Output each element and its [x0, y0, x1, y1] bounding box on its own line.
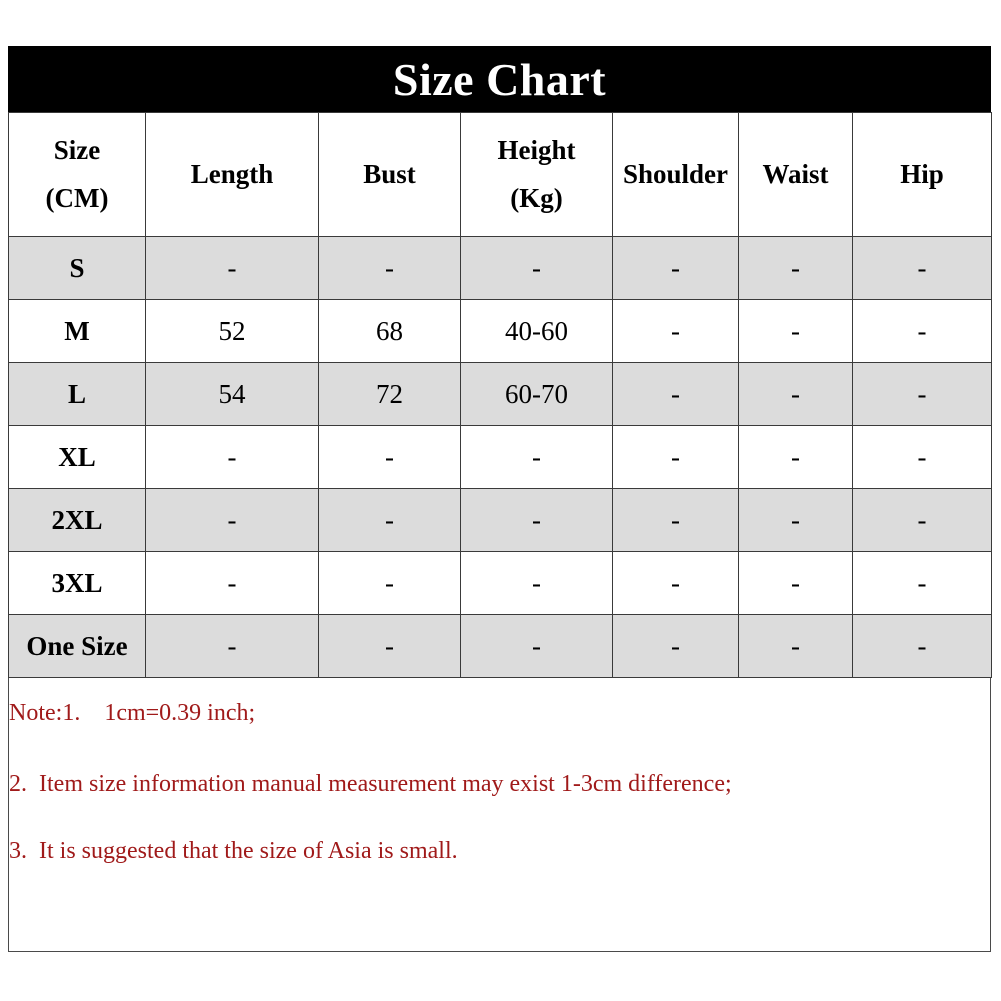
note-line-2: 2. Item size information manual measurement may exist 1-3cm difference;: [9, 771, 732, 797]
table-cell: -: [613, 237, 739, 300]
table-cell: -: [146, 615, 319, 678]
table-cell: -: [853, 237, 992, 300]
table-cell: -: [853, 552, 992, 615]
table-row: [9, 237, 992, 300]
header-hip: Hip: [853, 113, 992, 237]
note-line-1: Note:1. 1cm=0.39 inch;: [9, 700, 256, 726]
table-cell: -: [739, 237, 853, 300]
header-height: Height (Kg): [461, 113, 613, 237]
header-size: Size (CM): [9, 113, 146, 237]
table-cell: -: [319, 615, 461, 678]
size-label-cell: S: [9, 237, 146, 300]
note-line-3: 3. It is suggested that the size of Asia is small.: [9, 838, 458, 864]
title-text: Size Chart: [392, 53, 607, 105]
table-cell: -: [613, 552, 739, 615]
table-cell: -: [461, 615, 613, 678]
table-cell: -: [461, 552, 613, 615]
size-label-cell: L: [9, 363, 146, 426]
table-cell: -: [853, 426, 992, 489]
table-cell: 68: [319, 300, 461, 363]
header-length: Length: [146, 113, 319, 237]
table-cell: -: [853, 363, 992, 426]
table-row: [9, 489, 992, 552]
table-cell: -: [613, 489, 739, 552]
table-row: [9, 426, 992, 489]
table-cell: -: [613, 300, 739, 363]
table-cell: -: [613, 615, 739, 678]
table-cell: -: [146, 237, 319, 300]
table-cell: -: [739, 300, 853, 363]
table-row: [9, 552, 992, 615]
table-cell: -: [613, 426, 739, 489]
table-row: [9, 615, 992, 678]
size-label-cell: 2XL: [9, 489, 146, 552]
table-cell: -: [319, 237, 461, 300]
header-waist: Waist: [739, 113, 853, 237]
size-label-cell: M: [9, 300, 146, 363]
table-cell: 72: [319, 363, 461, 426]
table-row: [9, 363, 992, 426]
table-cell: -: [739, 615, 853, 678]
size-table: [8, 112, 992, 678]
table-cell: -: [146, 489, 319, 552]
header-bust: Bust: [319, 113, 461, 237]
table-cell: -: [739, 552, 853, 615]
table-cell: -: [146, 552, 319, 615]
table-cell: -: [319, 489, 461, 552]
header-row: [9, 113, 992, 237]
table-cell: 54: [146, 363, 319, 426]
table-cell: -: [853, 300, 992, 363]
table-cell: -: [461, 237, 613, 300]
table-cell: 40-60: [461, 300, 613, 363]
table-cell: -: [146, 426, 319, 489]
table-cell: -: [853, 615, 992, 678]
table-cell: -: [739, 489, 853, 552]
table-cell: -: [319, 552, 461, 615]
header-shoulder: Shoulder: [613, 113, 739, 237]
size-label-cell: 3XL: [9, 552, 146, 615]
table-row: [9, 300, 992, 363]
table-cell: -: [739, 426, 853, 489]
size-label-cell: XL: [9, 426, 146, 489]
table-cell: -: [319, 426, 461, 489]
table-cell: 60-70: [461, 363, 613, 426]
table-cell: -: [613, 363, 739, 426]
table-cell: -: [461, 489, 613, 552]
size-label-cell: One Size: [9, 615, 146, 678]
table-cell: 52: [146, 300, 319, 363]
table-cell: -: [853, 489, 992, 552]
table-cell: -: [461, 426, 613, 489]
size-chart-title: [8, 46, 991, 112]
table-cell: -: [739, 363, 853, 426]
